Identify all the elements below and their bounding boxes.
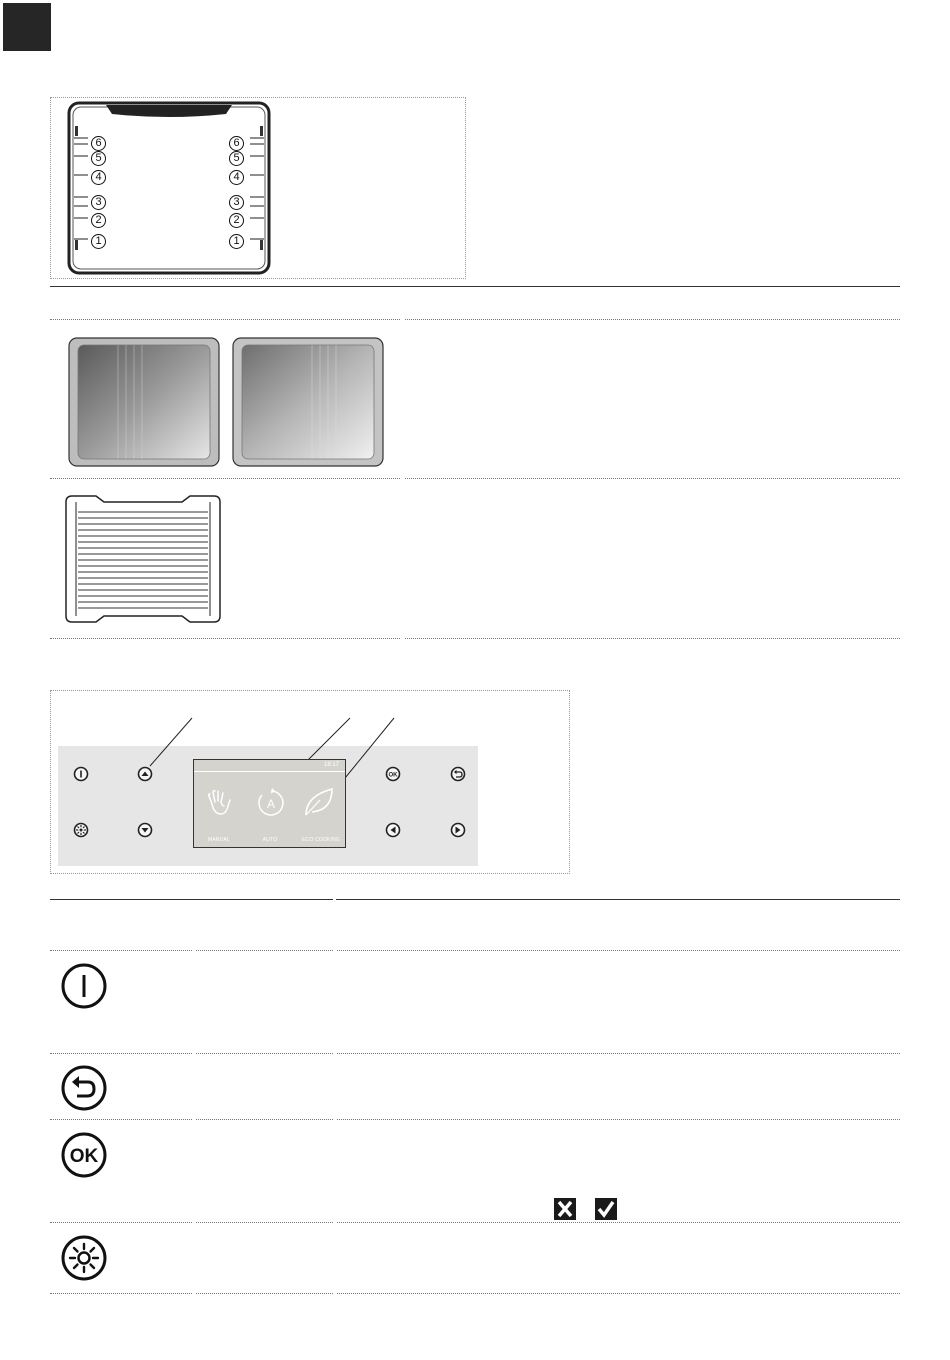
hand-icon (204, 788, 234, 818)
left-arrow-icon[interactable] (385, 822, 401, 838)
shelf-number-left: 3 (91, 195, 106, 210)
oven-cavity-drawing (66, 100, 272, 276)
shelf-number-right: 5 (229, 151, 244, 166)
table-rule (337, 1119, 900, 1120)
down-arrow-icon[interactable] (137, 822, 153, 838)
back-icon[interactable] (450, 766, 466, 782)
svg-text:OK: OK (388, 772, 398, 779)
back-icon (59, 1063, 109, 1113)
cancel-x-icon (553, 1197, 577, 1221)
display-mode-label: ECO COOKING (301, 837, 341, 843)
shelf-number-left: 4 (91, 170, 106, 185)
shelf-number-left: 2 (91, 213, 106, 228)
display-time: 18:17 (323, 762, 339, 768)
panel-display (193, 759, 346, 848)
up-arrow-icon[interactable] (137, 766, 153, 782)
ok-icon[interactable] (385, 766, 401, 782)
power-icon[interactable] (73, 766, 89, 782)
table-rule (50, 1053, 192, 1054)
table-rule (337, 1222, 900, 1223)
shelf-number-right: 6 (229, 136, 244, 151)
table-rule (50, 1222, 192, 1223)
table-rule (50, 950, 192, 951)
table-rule (50, 1119, 192, 1120)
display-mode-label: AUTO (262, 837, 278, 843)
table-rule (337, 950, 900, 951)
shelf-number-right: 3 (229, 195, 244, 210)
section-rule (336, 899, 900, 900)
confirm-check-icon (594, 1197, 618, 1221)
table-rule (50, 1293, 192, 1294)
shelf-number-right: 2 (229, 213, 244, 228)
section-rule (50, 286, 900, 287)
ok-icon (59, 1130, 109, 1180)
table-rule (50, 478, 400, 479)
power-icon (59, 961, 109, 1011)
table-rule (50, 638, 400, 639)
wire-shelf-image (60, 492, 226, 626)
baking-tray-image (68, 337, 220, 467)
page-tab (3, 3, 51, 51)
svg-text:OK: OK (69, 1146, 99, 1167)
leaf-icon (302, 786, 336, 818)
right-arrow-icon[interactable] (450, 822, 466, 838)
light-icon[interactable] (73, 822, 89, 838)
shelf-number-left: 6 (91, 136, 106, 151)
table-rule (405, 478, 900, 479)
display-divider (194, 771, 345, 772)
section-rule (50, 899, 333, 900)
deep-tray-image (232, 337, 384, 467)
table-rule (405, 638, 900, 639)
table-rule (337, 1053, 900, 1054)
table-rule (337, 1293, 900, 1294)
table-rule (196, 1222, 333, 1223)
table-rule (50, 319, 400, 320)
shelf-number-left: 5 (91, 151, 106, 166)
table-rule (196, 950, 333, 951)
table-rule (405, 319, 900, 320)
table-rule (196, 1053, 333, 1054)
shelf-number-left: 1 (91, 234, 106, 249)
svg-text:A: A (266, 797, 276, 811)
table-rule (196, 1293, 333, 1294)
auto-a-icon (256, 788, 286, 818)
table-rule (196, 1119, 333, 1120)
shelf-number-right: 1 (229, 234, 244, 249)
light-icon (59, 1233, 109, 1283)
shelf-number-right: 4 (229, 170, 244, 185)
display-mode-label: MANUAL (207, 837, 231, 843)
